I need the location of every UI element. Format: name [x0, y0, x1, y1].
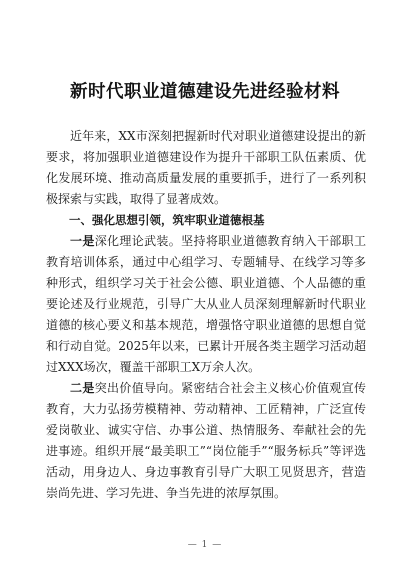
- section-heading: 一、强化思想引领，筑牢职业道德根基: [69, 213, 265, 227]
- point-1-lead: 一是: [70, 234, 95, 248]
- point-2-paragraph: [46, 378, 366, 504]
- point-2-text: 突出价值导向。紧密结合社会主义核心价值观宣传教育，大力弘扬劳模精神、劳动精神、工匠精神，广泛宣传爱岗敬业、诚实守信、办事公道、热情服务、奉献社会的先进事迹。组织开展“最美职工”“岗位能手”“服务标兵”等评选活动，用身边人、身边事教育引导广大职工见贤思齐，营造崇尚先进、学习先进、争当先进的浓厚氛围。: [46, 381, 366, 500]
- document-title: 新时代职业道德建设先进经验材料: [70, 82, 340, 102]
- point-2-lead: 二是: [70, 381, 95, 395]
- point-1-paragraph: [46, 231, 366, 378]
- document-body: [46, 126, 366, 504]
- page-number: — 1 —: [187, 540, 223, 550]
- point-1-text: 深化理论武装。坚持将职业道德教育纳入干部职工教育培训体系，通过中心组学习、专题辅导、在线学习等多种形式，组织学习关于社会公德、职业道德、个人品德的重要论述及行业规范，引导广大从业人员深刻理解新时代职业道德的核心要义和基本规范，增强恪守职业道德的思想自觉和行动自觉。2025年以来，已累计开展各类主题学习活动超过XXX场次，覆盖干部职工X万余人次。: [46, 234, 366, 374]
- intro-paragraph: 近年来，XX市深刻把握新时代对职业道德建设提出的新要求，将加强职业道德建设作为提升干部职工队伍素质、优化发展环境、推动高质量发展的重要抓手，进行了一系列积极探索与实践，取得了显著成效。: [46, 129, 366, 206]
